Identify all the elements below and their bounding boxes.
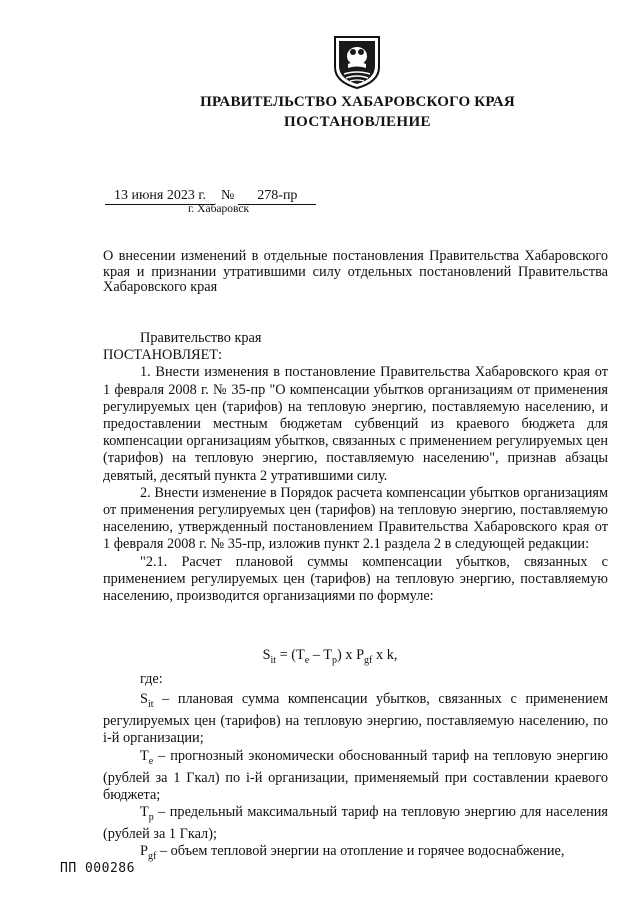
preamble-resolves: ПОСТАНОВЛЯЕТ: [103, 347, 223, 364]
item-2-1: "2.1. Расчет плановой суммы компенсации убытков, связанных с применением регулируемых цен (тарифов) на тепловую энергию, поставляемую населению, производится организациями по формуле: [103, 553, 608, 605]
symbol-te: T [140, 747, 149, 764]
definition-tp [103, 804, 608, 843]
symbol-pgf: P [140, 843, 148, 860]
formula-lhs: S [262, 647, 271, 663]
symbol-s: S [140, 691, 148, 708]
definition-tp-text: – предельный максимальный тариф на тепловую энергию для населения (рублей за 1 Гкал); [103, 804, 608, 843]
definition-s-text: – плановая сумма компенсации убытков, связанных с применением регулируемых цен (тарифов) на тепловую энергию, поставляемую населению, по i-й организации; [103, 691, 608, 747]
number-label: № [221, 188, 235, 203]
formula-tp-sub: p [332, 654, 338, 666]
symbol-tp-sub: p [148, 812, 154, 823]
coat-of-arms-icon [332, 34, 382, 90]
preamble-government: Правительство края [140, 330, 262, 346]
definition-te [103, 748, 608, 804]
where-label: где: [140, 671, 163, 687]
decree-date: 13 июня 2023 г. [105, 188, 215, 205]
symbol-pgf-sub: gf [147, 851, 157, 863]
decree-body [103, 330, 608, 605]
definition-pgf-text: – объем тепловой энергии на отопление и горячее водоснабжение, [156, 843, 565, 860]
formula-eq: = (T [276, 647, 305, 663]
decree-number: 278-пр [238, 188, 316, 205]
formula-times-p: ) x P [337, 647, 365, 663]
government-title: ПРАВИТЕЛЬСТВО ХАБАРОВСКОГО КРАЯ [200, 94, 515, 110]
formula-te-sub: e [304, 654, 310, 666]
formula-tail: x k, [372, 647, 398, 663]
document-code: ПП 000286 [60, 861, 135, 876]
symbol-te-sub: e [148, 755, 154, 767]
definition-s [103, 691, 608, 747]
decree-type-title: ПОСТАНОВЛЕНИЕ [284, 114, 431, 130]
item-2: 2. Внести изменение в Порядок расчета компенсации убытков организациям от применения регулируемых цен (тарифов) на тепловую энергию, поставляемую населению, утвержденный постановлением Правительства Хабаровского края от 1 февраля 2008 г. № 35-пр, изложив пункт 2.1 раздела 2 в следующей редакции: [103, 484, 608, 553]
formula-definitions [103, 671, 608, 865]
definition-pgf [103, 843, 608, 865]
decree-subject: О внесении изменений в отдельные постановления Правительства Хабаровского края и признании утратившими силу отдельных постановлений Правительства Хабаровского края [103, 248, 608, 295]
formula-lhs-sub: it [270, 654, 277, 666]
formula-minus: – T [309, 647, 333, 663]
symbol-tp: T [140, 804, 149, 821]
definition-te-text: – прогнозный экономически обоснованный тариф на тепловую энергию (рублей за 1 Гкал) по i-й организации, применяемый при составлении краевого бюджета; [103, 747, 608, 803]
formula-pgf-sub: gf [364, 654, 373, 666]
city-label: г. Хабаровск [188, 203, 250, 215]
symbol-s-sub: it [147, 699, 154, 711]
compensation-formula [0, 647, 640, 666]
item-1: 1. Внести изменения в постановление Правительства Хабаровского края от 1 февраля 2008 г. № 35-пр "О компенсации убытков организациям от применения регулируемых цен (тарифов) на тепловую энергию, поставляемую населению, и предоставлении местным бюджетам субвенций из краевого бюджета для компенсации организациям убытков, связанных с применением регулируемых цен (тарифов) на тепловую энергию, поставляемую населению", признав абзацы девятый, десятый пункта 2 утратившими силу. [103, 364, 608, 484]
